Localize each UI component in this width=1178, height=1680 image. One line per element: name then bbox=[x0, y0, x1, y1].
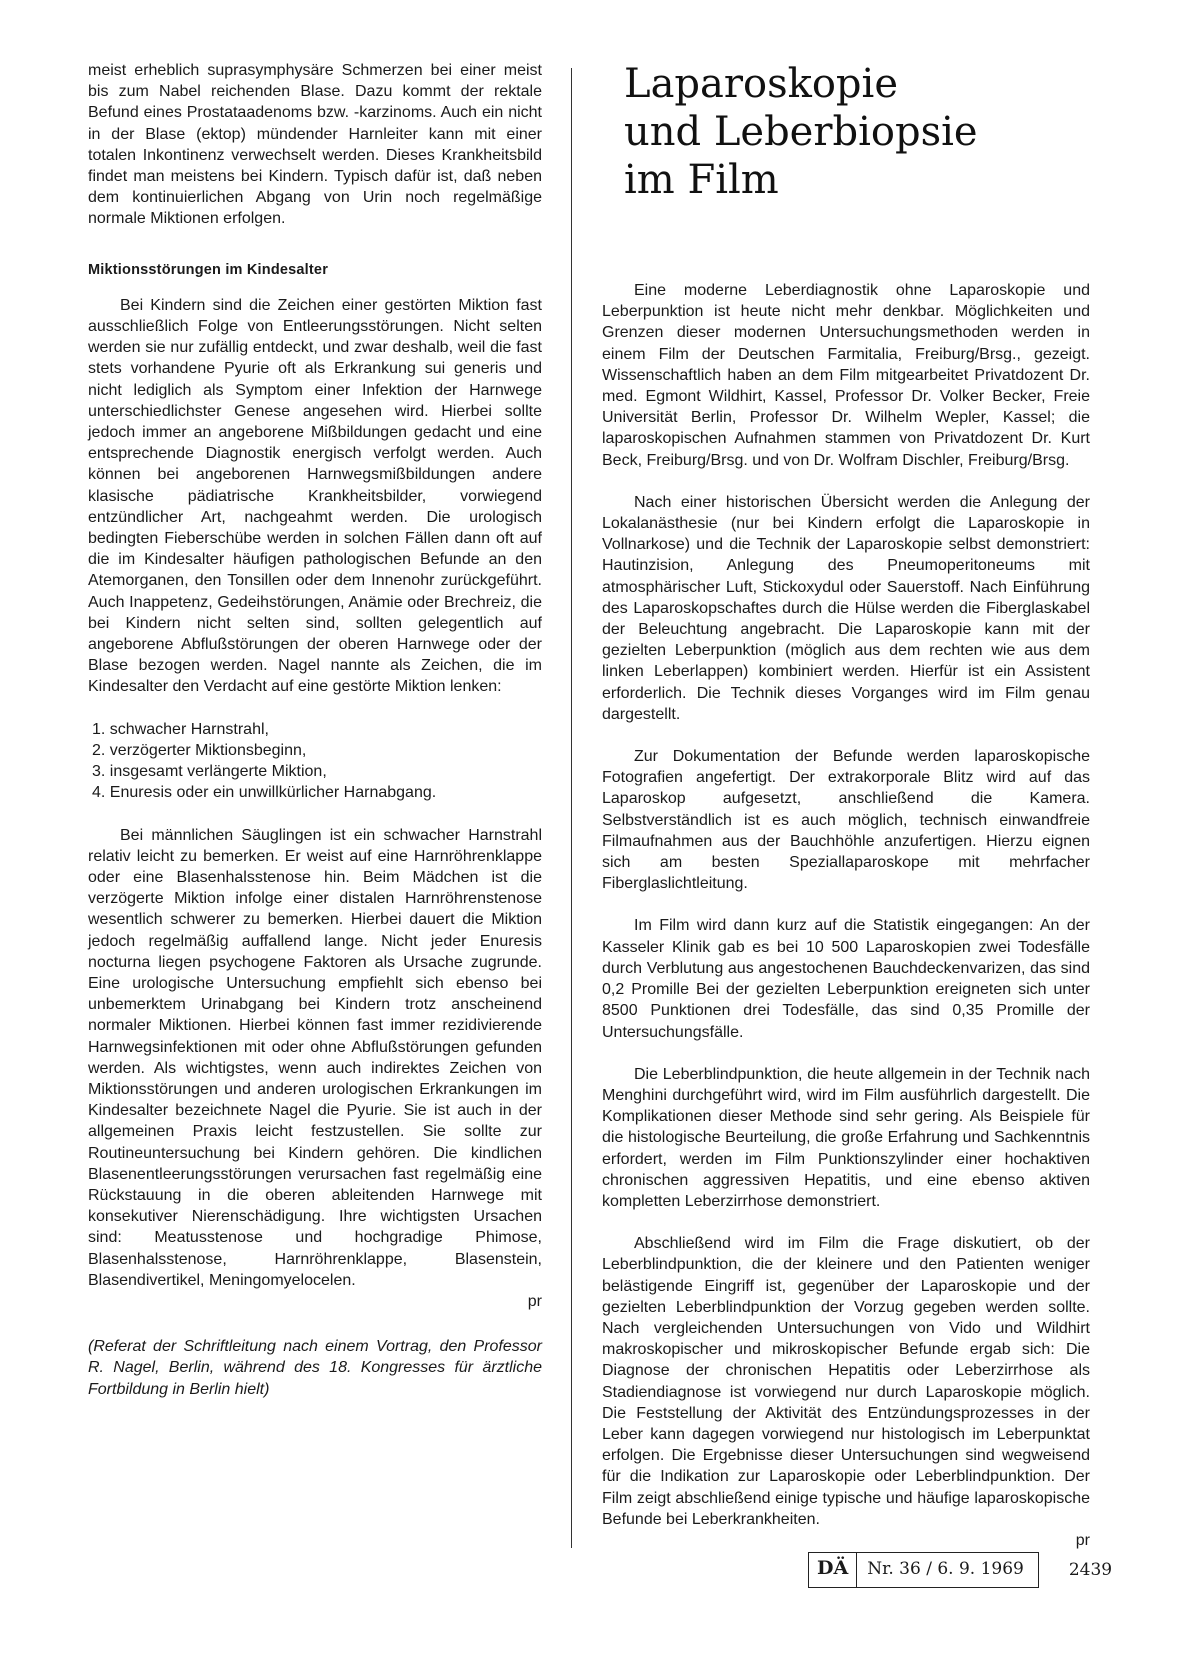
source-note: (Referat der Schriftleitung nach einem Vortrag, den Professor R. Nagel, Berlin, während des 18. Kongresses für ärztliche Fortbildung in Berlin hielt) bbox=[88, 1338, 542, 1398]
list-item: 3. insgesamt verlängerte Miktion, bbox=[92, 763, 327, 781]
column-divider bbox=[571, 68, 572, 1548]
article-paragraph-2: Nach einer historischen Übersicht werden die Anlegung der Lokalanästhesie (nur bei Kindern erfolgt die Laparoskopie in Vollnarkose) und die Technik der Laparoskopie selbst demonstriert: Hautinzision, Anlegung des Pneumoperitoneums mit atmosphärischer Luft, Stickoxydul oder Sauerstoff. Nach Einführung des Laparoskopschaftes durch die Hülse werden die Fiberglaskabel der Beleuchtung angebracht. Die Laparoskopie kann mit der gezielten Leberpunktion (möglich aus dem rechten wie aus dem linken Leberlappen) kombiniert werden. Hierfür ist ein Assistent erforderlich. Die Technik dieses Vorganges wird im Film genau dargestellt. bbox=[602, 493, 1090, 723]
paragraph-1: Bei Kindern sind die Zeichen einer gestörten Miktion fast ausschließlich Folge von Entleerungsstörungen. Nicht selten werden sie nur zufällig entdeckt, und zwar deshalb, weil die fast stets vorhandene Pyurie oft als Erkrankung sui generis und nicht lediglich als Symptom einer Infektion der Harnwege unterschiedlichster Genese angesehen wird. Hierbei sollte jedoch immer an angeborene Mißbildungen gedacht und eine entsprechende Diagnostik energisch verfolgt werden. Auch können bei angeborenen Harnwegsmißbildungen andere klasische pädiatrische Krankheitsbilder, vorwiegend entzündlicher Art, nachgeahmt werden. Die urologisch bedingten Fieberschübe werden in solchen Fällen dann oft auf die im Kindesalter häufigen pathologischen Befunde an den Atemorganen, den Tonsillen oder dem Innenohr zurückgeführt. Auch Inappetenz, Gedeihstörungen, Anämie oder Brechreiz, die bei Kindern nicht selten sind, sollten gelegentlich auf angeborene Abflußstörungen der oberen Harnwege oder der Blase bezogen werden. Nagel nannte als Zeichen, die im Kindesalter den Verdacht auf eine gestörte Miktion lenken: bbox=[88, 296, 542, 696]
intro-paragraph: meist erheblich suprasymphysäre Schmerzen bei einer meist bis zum Nabel reichenden Blase. Dazu kommt der rektale Befund eines Prostataadenoms bzw. -karzinoms. Auch ein nicht in der Blase (ektop) mündender Harnleiter kann mit einer totalen Inkontinenz verwechselt werden. Dieses Krankheitsbild findet man meistens bei Kindern. Typisch dafür ist, daß neben dem kontinuierlichen Abgang von Urin noch regelmäßige normale Miktionen erfolgen. bbox=[88, 62, 542, 228]
article-paragraph-5: Die Leberblindpunktion, die heute allgemein in der Technik nach Menghini durchgeführt wird, wird im Film ausführlich dargestellt. Die Komplikationen dieser Methode sind sehr gering. Als Beispiele für die histologische Beurteilung, die große Erfahrung und Sachkenntnis erfordert, werden im Film Punktionszylinder einer hochaktiven chronischen aggressiven Hepatitis, und eine ebenso aktiven kompletten Leberzirrhose demonstriert. bbox=[602, 1065, 1090, 1210]
signoff-row bbox=[88, 1291, 542, 1312]
article-signoff bbox=[602, 1530, 1090, 1551]
list-item: 2. verzögerter Miktionsbeginn, bbox=[92, 741, 307, 759]
title-line-1: Laparoskopie bbox=[624, 61, 898, 107]
right-column bbox=[602, 60, 1090, 1551]
list-item: 1. schwacher Harnstrahl, bbox=[92, 720, 269, 738]
symptom-list bbox=[88, 719, 542, 804]
article-paragraph-6: Abschließend wird im Film die Frage diskutiert, ob der Leberblindpunktion, die der kleinere und den Patienten weniger belästigende Eingriff ist, gegenüber der Laparoskopie und der gezielten Leberblindpunktion der Vorzug gegeben werden sollte. Nach vergleichenden Untersuchungen von Vido und Wildhirt makroskopischer und mikroskopischer Befunde ergab sich: Die Diagnose der chronischen Hepatitis oder Leberzirrhose als Stadiendiagnose ist vorwiegend nur durch Laparoskopie möglich. Die Feststellung der Aktivität des Entzündungsprozesses in der Leber kann dagegen vorwiegend nur histologisch im Leberpunktat erfolgen. Die Ergebnisse dieser Untersuchungen sind wegweisend für die Indikation zur Laparoskopie oder Leberblindpunktion. Der Film zeigt abschließend einige typische und häufige laparoskopische Befunde bei Leberkrankheiten. bbox=[602, 1235, 1090, 1528]
page-footer bbox=[808, 1552, 1112, 1588]
article-paragraph-4: Im Film wird dann kurz auf die Statistik eingegangen: An der Kasseler Klinik gab es bei 10 500 Laparoskopien zwei Todesfälle durch Verblutung aus angestochenen Bauchdeckenvarizen, das sind 0,2 Promille Bei der gezielten Leberpunktion ereigneten sich unter 8500 Punktionen drei Todesfälle, das sind 0,35 Promille der Untersuchungsfälle. bbox=[602, 917, 1090, 1041]
section-heading: Miktionsstörungen im Kindesalter bbox=[88, 261, 329, 278]
issue-date: Nr. 36 / 6. 9. 1969 bbox=[867, 1559, 1024, 1579]
page-number: 2439 bbox=[1068, 1560, 1113, 1580]
journal-box bbox=[808, 1552, 1039, 1588]
article-paragraph-3: Zur Dokumentation der Befunde werden laparoskopische Fotografien angefertigt. Der extrakorporale Blitz wird auf das Laparoskop aufgesetzt, anschließend die Kamera. Selbstverständlich ist es auch möglich, technisch einwandfreie Filmaufnahmen aus der Bauchhöhle anzufertigen. Hierzu eignen sich am besten Speziallaparoskope mit mehrfacher Fiberglaslichtleitung. bbox=[602, 748, 1090, 893]
title-line-3: im Film bbox=[624, 157, 779, 203]
paragraph-2-text: Bei männlichen Säuglingen ist ein schwacher Harnstrahl relativ leicht zu bemerken. Er weist auf eine Harnröhrenklappe oder eine Blasenhalsstenose hin. Beim Mädchen ist die verzögerte Miktion infolge einer distalen Harnröhrenstenose wesentlich schwerer zu bemerken. Hierbei dauert die Miktion jedoch regelmäßig auffallend lange. Nicht jeder Enuresis nocturna liegen psychogene Faktoren als Ursache zugrunde. Eine urologische Untersuchung empfiehlt sich ebenso bei unbemerktem Urinabgang bei Kindern trotz anscheinend normaler Miktionen. Hierbei können fast immer rezidivierende Harnwegsinfektionen mit oder ohne Abflußstörungen gefunden werden. Als wichtigstes, wenn auch indirektes Zeichen von Miktionsstörungen und anderen urologischen Erkrankungen im Kindesalter bezeichnete Nagel die Pyurie. Sie ist auch in der allgemeinen Praxis leicht festzustellen. Sie sollte zur Routineuntersuchung bei Kindern gehören. Die kindlichen Blasenentleerungsstörungen verursachen fast regelmäßig eine Rückstauung in die oberen ableitenden Harnwege mit konsekutiver Nierenschädigung. Ihre wichtigsten Ursachen sind: Meatusstenose und hochgradige Phimose, Blasenhalsstenose, Harnröhrenklappe, Blasenstein, Blasendivertikel, Meningomyelocelen. bbox=[88, 826, 542, 1289]
article-title bbox=[624, 60, 1090, 204]
left-column bbox=[88, 60, 542, 1400]
author-initials: pr bbox=[527, 1292, 542, 1310]
article-author-initials: pr bbox=[1075, 1531, 1090, 1549]
list-item: 4. Enuresis oder ein unwillkürlicher Harnabgang. bbox=[92, 784, 437, 802]
title-line-2: und Leberbiopsie bbox=[624, 109, 978, 155]
journal-abbrev: DÄ bbox=[809, 1553, 857, 1587]
article-paragraph-1: Eine moderne Leberdiagnostik ohne Laparoskopie und Leberpunktion ist heute nicht mehr denkbar. Möglichkeiten und Grenzen dieser modernen Untersuchungsmethoden werden in einem Film der Deutschen Farmitalia, Freiburg/Brsg., gezeigt. Wissenschaftlich haben an dem Film mitgearbeitet Privatdozent Dr. med. Egmont Wildhirt, Kassel, Professor Dr. Volker Becker, Freie Universität Berlin, Professor Dr. Wilhelm Wepler, Kassel; die laparoskopischen Aufnahmen stammen von Privatdozent Dr. Kurt Beck, Freiburg/Brsg. und von Dr. Wolfram Dischler, Freiburg/Brsg. bbox=[602, 282, 1090, 469]
paragraph-2 bbox=[88, 825, 542, 1291]
